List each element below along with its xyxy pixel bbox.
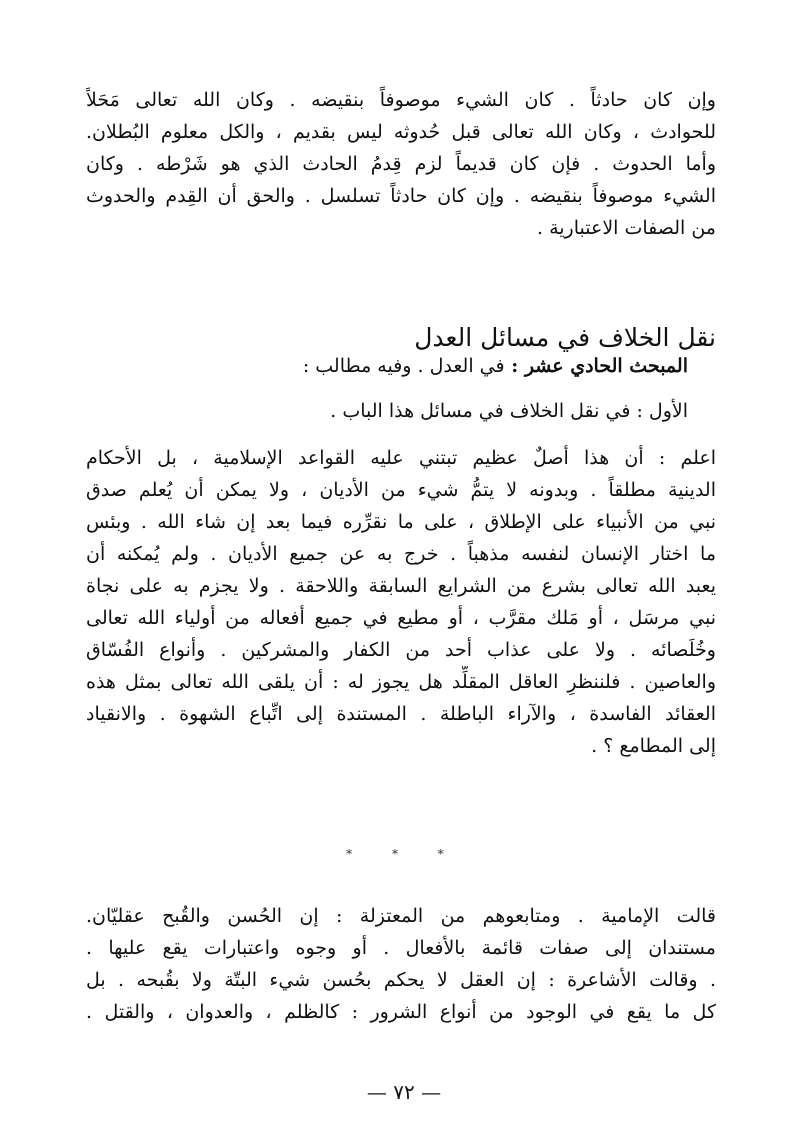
text-line: . وقالت الأشاعرة : إن العقل لا يحكم بحُسن شيء البتّة ولا بقُبحه . بل [86,969,716,991]
text-line: إلى المطامع ؟ . [591,735,716,757]
text-line: وأما الحدوث . فإن كان قديماً لزم قِدمُ الحادث الذي هو شَرْطه . وكان [86,153,716,175]
text-line: نبي من الأنبياء على الإطلاق ، على ما نقرِّره فيما بعد إن شاء الله . وبئس [86,511,716,533]
text-line: اعلم : أن هذا أصلٌ عظيم تبتني عليه القواعد الإسلامية ، بل الأحكام [86,447,716,469]
section-title: نقل الخلاف في مسائل العدل [414,322,716,352]
text-line: نبي مرسَل ، أو مَلك مقرَّب ، أو مطيع في جميع أفعاله من أولياء الله تعالى [86,607,716,629]
text-line: يعبد الله تعالى بشرع من الشرايع السابقة واللاحقة . ولا يجزم به على نجاة [86,575,716,597]
text-line: الدينية مطلقاً . وبدونه لا يتمُّ شيء من الأديان ، ولا يمكن أن يُعلم صدق [86,479,716,501]
text-line: وخُلَصائه . ولا على عذاب أحد من الكفار والمشركين . وأنواع الفُسّاق [86,639,716,661]
text-line: من الصفات الاعتبارية . [537,217,716,239]
footnote-paragraph [86,900,716,1028]
first-matlab-heading: الأول : في نقل الخلاف في مسائل هذا الباب . [330,400,688,422]
subsection-separator: : [504,355,525,377]
main-paragraph [86,442,716,762]
subsection-rest: في العدل . وفيه مطالب : [302,355,505,377]
subsection-title: المبحث الحادي عشر [524,355,688,377]
section-divider-stars: * * * [346,847,462,861]
page-number: — ٧٢ — [366,1080,442,1104]
text-line: ما اختار الإنسان لنفسه مذهباً . خرج به عن جميع الأديان . ولم يُمكنه أن [86,543,716,565]
intro-paragraph [86,84,716,244]
text-line: وإن كان حادثاً . كان الشيء موصوفاً بنقيضه . وكان الله تعالى مَحَلاً [86,89,716,111]
text-line: العقائد الفاسدة ، والآراء الباطلة . المستندة إلى اتِّباع الشهوة . والانقياد [86,703,716,725]
text-line: كل ما يقع في الوجود من أنواع الشرور : كالظلم ، والعدوان ، والقتل . [86,1001,716,1023]
text-line: الشيء موصوفاً بنقيضه . وإن كان حادثاً تسلسل . والحق أن القِدم والحدوث [86,185,716,207]
text-line: والعاصين . فلننظرِ العاقل المقلِّد هل يجوز له : أن يلقى الله تعالى بمثل هذه [86,671,716,693]
subsection-heading [88,350,688,382]
text-line: للحوادث ، وكان الله تعالى قبل حُدوثه ليس بقديم ، والكل معلوم البُطلان. [86,121,716,143]
text-line: قالت الإمامية . ومتابعوهم من المعتزلة : إن الحُسن والقُبح عقليّان. [86,905,716,927]
text-line: مستندان إلى صفات قائمة بالأفعال . أو وجوه واعتبارات يقع عليها . [86,937,716,959]
